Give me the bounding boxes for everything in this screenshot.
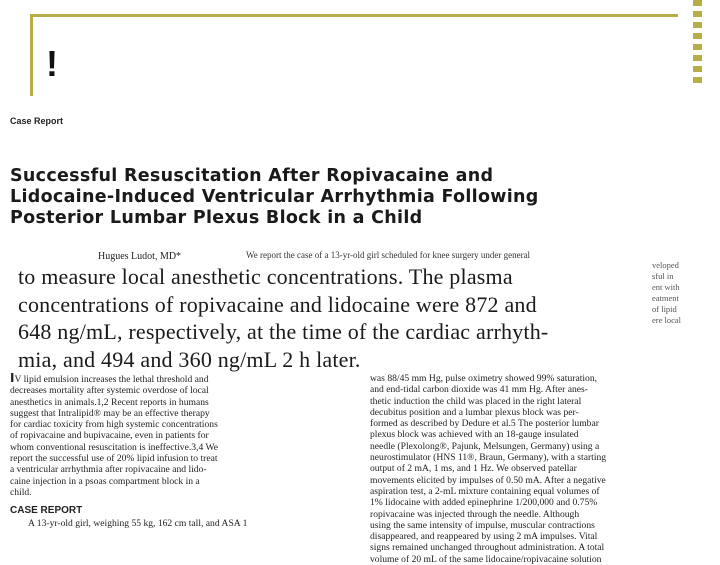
highlight-line: 648 ng/mL, respectively, at the time of the cardiac arrhyth-	[18, 319, 549, 344]
slide-left-border	[30, 14, 33, 96]
abstract-first-line: We report the case of a 13-yr-old girl scheduled for knee surgery under general	[246, 250, 531, 260]
body-line: signs remained unchanged throughout administration. A total	[370, 542, 605, 554]
body-line: decubitus position and a lumbar plexus block was per-	[370, 406, 579, 418]
author-name: Hugues Ludot, MD*	[98, 251, 182, 262]
title-line: Successful Resuscitation After Ropivacaine and	[10, 166, 494, 186]
body-right-column	[370, 373, 710, 565]
abstract-fragment: ere local	[652, 315, 682, 325]
case-report-heading: CASE REPORT	[10, 505, 83, 517]
intro-first-line-text: V lipid emulsion increases the lethal threshold and	[14, 374, 209, 385]
body-line: A 13-yr-old girl, weighing 55 kg, 162 cm tall, and ASA 1	[28, 518, 248, 530]
body-line: for cardiac toxicity from high systemic concentrations	[10, 419, 218, 431]
highlighted-abstract-excerpt	[18, 263, 678, 373]
abstract-fragment: ent with	[652, 282, 680, 292]
slide-top-border	[30, 14, 678, 17]
body-line: anesthetics in animals.1,2 Recent reports in humans	[10, 396, 209, 408]
body-line: disappeared, and reappeared by using 2 mA impulses. Vital	[370, 531, 598, 543]
body-line: neurostimulator (HNS 11®, Braun, Germany), with a starting	[370, 452, 607, 464]
abstract-fragment: sful in	[652, 271, 674, 281]
title-line: Lidocaine-Induced Ventricular Arrhythmia Following	[10, 187, 539, 207]
body-line: a ventricular arrhythmia after ropivacaine and lido-	[10, 464, 207, 476]
body-line: decreases mortality after systemic overdose of local	[10, 385, 209, 397]
body-line: and end-tidal carbon dioxide was 41 mm Hg. After anes-	[370, 384, 588, 396]
body-line: using the same intensity of impulse, muscular contractions	[370, 519, 595, 531]
body-left-column	[10, 373, 358, 530]
alert-exclamation-icon: !	[46, 43, 58, 84]
body-line: was 88/45 mm Hg, pulse oximetry showed 99% saturation,	[370, 373, 598, 384]
drop-cap: I	[10, 373, 15, 385]
body-line: of ropivacaine and bupivacaine, even in patients for	[10, 430, 209, 442]
highlight-line: to measure local anesthetic concentrations. The plasma	[18, 264, 513, 289]
highlight-line: mia, and 494 and 360 ng/mL 2 h later.	[18, 346, 361, 372]
body-line: output of 2 mA, 1 ms, and 1 Hz. We observed patellar	[370, 463, 577, 475]
abstract-fragment: eatment	[652, 293, 679, 303]
intro-first-line	[10, 373, 358, 385]
body-line: suggest that Intralipid® may be an effective therapy	[10, 407, 210, 419]
body-line: 1% lidocaine with added epinephrine 1/200,000 and 0.75%	[370, 497, 598, 509]
body-line: ropivacaine was injected through the needle. Although	[370, 508, 580, 520]
body-line: whom conventional resuscitation is ineffective.3,4 We	[10, 441, 219, 453]
paper-title	[10, 166, 690, 229]
abstract-fragment: veloped	[652, 260, 679, 270]
abstract-fragment: of lipid	[652, 304, 677, 314]
highlight-line: concentrations of ropivacaine and lidocaine were 872 and	[18, 291, 537, 317]
body-line: formed as described by Dedure et al.5 The posterior lumbar	[370, 418, 599, 430]
body-line: report the successful use of 20% lipid infusion to treat	[10, 453, 218, 465]
body-line: caine injection in a psoas compartment block in a	[10, 475, 200, 487]
title-line: Posterior Lumbar Plexus Block in a Child	[10, 208, 423, 228]
body-line: volume of 20 mL of the same lidocaine/ropivacaine solution	[370, 553, 602, 565]
body-line: child.	[10, 486, 32, 498]
slide-right-dashed-border	[693, 0, 702, 88]
body-line: movements elicited by impulses of 0.50 mA. After a negative	[370, 474, 606, 486]
body-line: plexus block was achieved with an 18-gauge insulated	[370, 429, 579, 441]
body-line: thetic induction the child was placed in the right lateral	[370, 395, 582, 407]
section-label: Case Report	[10, 116, 64, 126]
body-line: needle (Plexolong®, Pajunk, Melsungen, Germany) using a	[370, 440, 600, 452]
body-line: aspiration test, a 2-mL mixture containing equal volumes of	[370, 485, 600, 497]
